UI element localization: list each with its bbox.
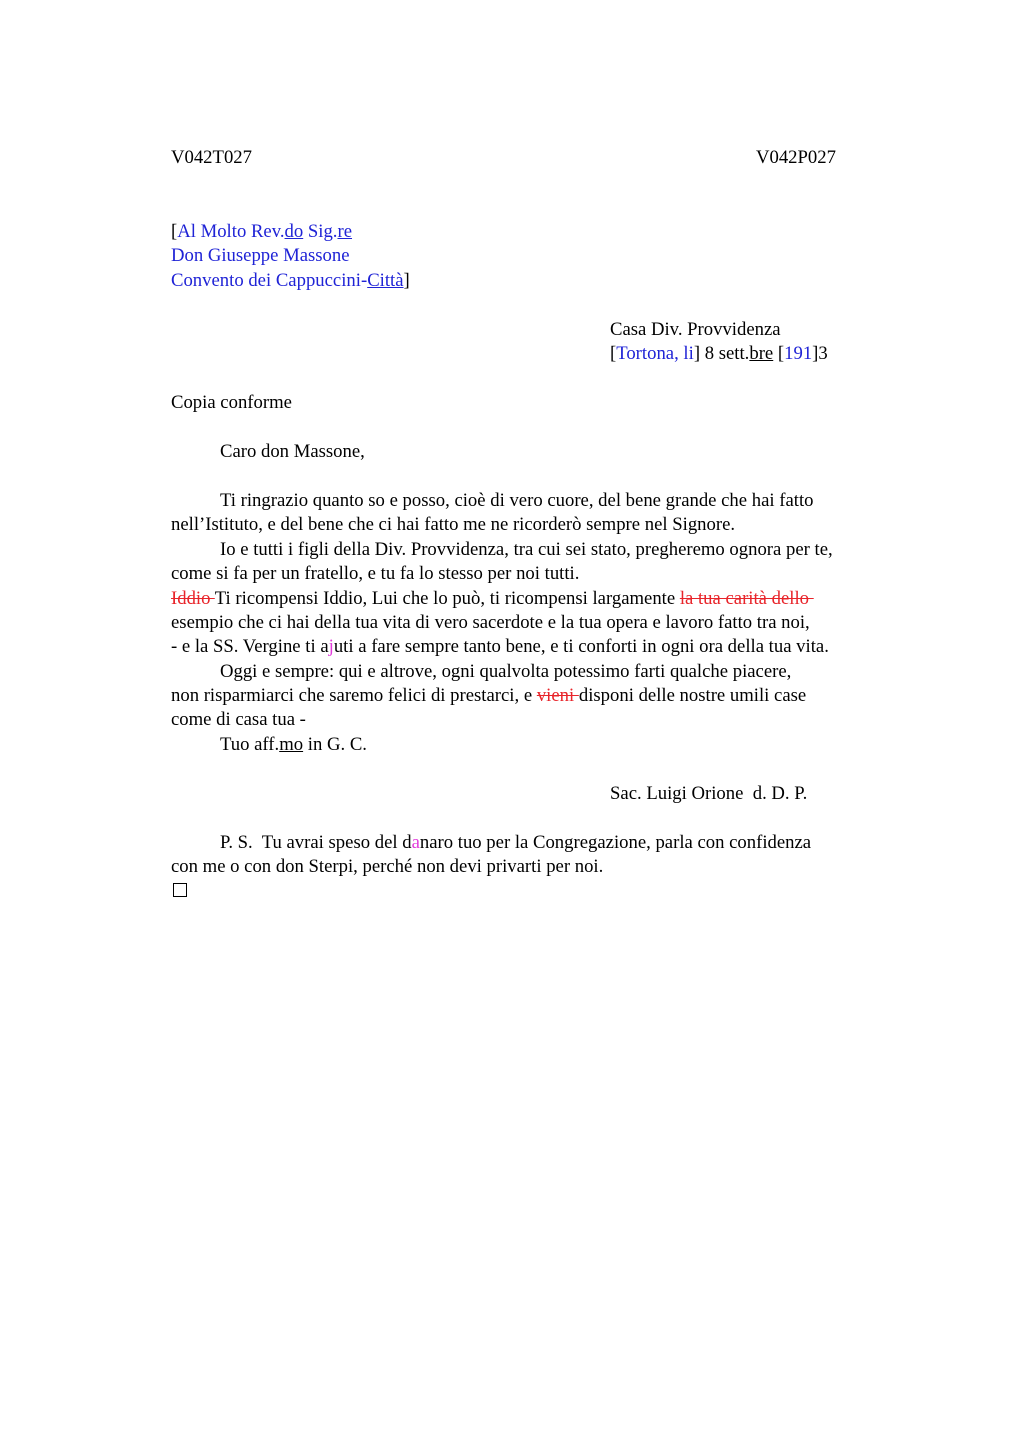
address-convent: Convento dei Cappuccini- bbox=[171, 270, 368, 291]
body-p3-line-3-end: uti a fare sempre tanto bene, e ti conforti in ogni ora della tua vita. bbox=[333, 636, 829, 657]
body-p4-line-2-start: non risparmiarci che saremo felici di prestarci, e bbox=[171, 685, 537, 706]
body-p2-line-1: Io e tutti i figli della Div. Provvidenza, tra cui sei stato, pregheremo ognora per te, bbox=[220, 539, 833, 560]
document-code-left: V042T027 bbox=[171, 147, 252, 168]
corrected-letter-j: j bbox=[328, 636, 334, 657]
body-p3-line-1 bbox=[171, 587, 814, 611]
date-day: ] 8 sett. bbox=[693, 343, 750, 364]
date-bracket-2: [ bbox=[773, 343, 785, 364]
bracket-open: [ bbox=[171, 221, 178, 242]
postscript-line-2: con me o con don Sterpi, perché non devi privarti per noi. bbox=[171, 856, 604, 877]
bracket-close: ] bbox=[403, 270, 410, 291]
body-p4-line-2 bbox=[171, 684, 806, 708]
address-abbr-do: do bbox=[284, 221, 304, 242]
postscript-line-1 bbox=[220, 831, 811, 855]
place-line-1: Casa Div. Provvidenza bbox=[610, 319, 781, 340]
end-marker-box bbox=[173, 883, 187, 897]
body-p4-line-1: Oggi e sempre: qui e altrove, ogni qualvolta potessimo farti qualche piacere, bbox=[220, 661, 792, 682]
date-year-end: ]3 bbox=[812, 343, 828, 364]
date-month-abbr: bre bbox=[749, 343, 774, 364]
body-p3-text: Ti ricompensi Iddio, Lui che lo può, ti ricompensi largamente bbox=[214, 588, 680, 609]
body-p1-line-2: nell’Istituto, e del bene che ci hai fatto me ne ricorderò sempre nel Signore. bbox=[171, 514, 736, 535]
deleted-phrase: la tua carità dello bbox=[679, 588, 814, 609]
body-p3-line-3-start: - e la SS. Vergine ti a bbox=[171, 636, 329, 657]
body-p2-line-2: come si fa per un fratello, e tu fa lo stesso per noi tutti. bbox=[171, 563, 580, 584]
closing-end: in G. C. bbox=[303, 734, 367, 755]
document-code-right: V042P027 bbox=[756, 147, 836, 168]
body-p3-line-2: esempio che ci hai della tua vita di vero sacerdote e la tua opera e lavoro fatto tra noi, bbox=[171, 612, 810, 633]
address-line-3 bbox=[171, 269, 410, 293]
closing-start: Tuo aff. bbox=[220, 734, 280, 755]
date-place: Tortona, li bbox=[616, 343, 694, 364]
copy-note: Copia conforme bbox=[171, 392, 292, 413]
address-line-1 bbox=[171, 220, 352, 244]
date-bracket-1: [ bbox=[610, 343, 617, 364]
signature: Sac. Luigi Orione d. D. P. bbox=[610, 783, 808, 804]
closing-abbr-mo: mo bbox=[279, 734, 304, 755]
body-p3-line-3 bbox=[171, 635, 829, 659]
postscript-end: naro tuo per la Congregazione, parla con confidenza bbox=[419, 832, 812, 853]
body-p1-line-1: Ti ringrazio quanto so e posso, cioè di vero cuore, del bene grande che hai fatto bbox=[220, 490, 814, 511]
address-sig: Sig. bbox=[303, 221, 338, 242]
address-city: Città bbox=[367, 270, 404, 291]
deleted-word-iddio: Iddio bbox=[171, 588, 215, 609]
body-p4-line-2-end: disponi delle nostre umili case bbox=[578, 685, 807, 706]
deleted-word-vieni: vieni bbox=[536, 685, 579, 706]
address-title: Al Molto Rev. bbox=[177, 221, 285, 242]
address-line-2: Don Giuseppe Massone bbox=[171, 245, 350, 266]
date-year-prefix: 191 bbox=[784, 343, 813, 364]
body-p4-line-3: come di casa tua - bbox=[171, 709, 306, 730]
closing-line bbox=[220, 733, 367, 757]
postscript-start: P. S. Tu avrai speso del d bbox=[220, 832, 412, 853]
place-date-line bbox=[610, 342, 828, 366]
corrected-letter-a: a bbox=[411, 832, 420, 853]
greeting: Caro don Massone, bbox=[220, 441, 365, 462]
address-abbr-re: re bbox=[337, 221, 353, 242]
